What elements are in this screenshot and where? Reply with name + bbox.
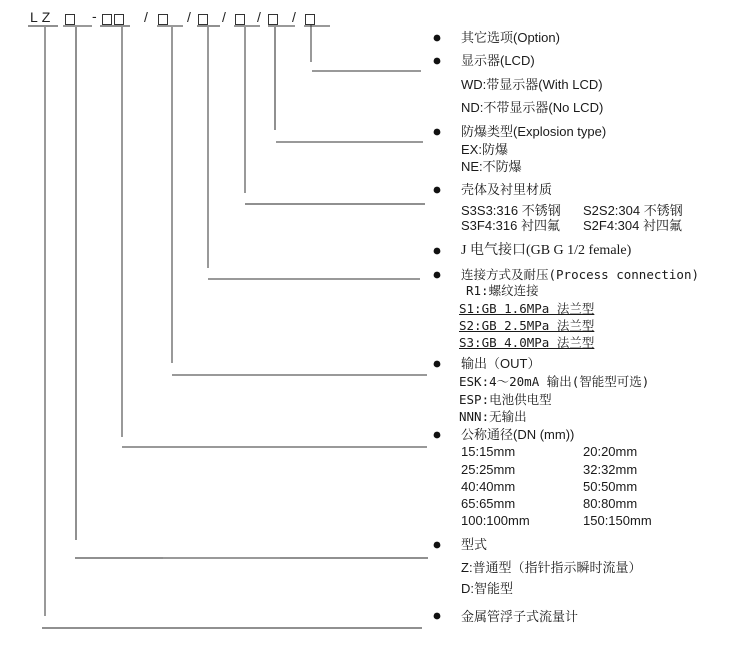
code-slash-5: / (292, 9, 300, 25)
bullet-product (434, 613, 441, 620)
housing-label: 壳体及衬里材质 (461, 182, 553, 197)
explosion-option-ex: EX:防爆 (461, 142, 508, 157)
housing-option-s3f4: S3F4:316 衬四氟 (461, 218, 560, 233)
dn-row-2 (461, 461, 741, 479)
code-slash-3: / (222, 9, 230, 25)
dn-label: 公称通径(DN (mm)) (461, 427, 575, 442)
dn-option-32: 32:32mm (583, 462, 638, 477)
dn-option-25: 25:25mm (461, 462, 516, 477)
code-box-explosion (268, 14, 278, 25)
code-box-lcd (305, 14, 315, 25)
dn-row-3 (461, 478, 741, 496)
dn-row-5 (461, 512, 741, 530)
code-box-type (65, 14, 75, 25)
dn-row-1 (461, 443, 741, 461)
option-label: 其它选项(Option) (461, 30, 560, 45)
bullet-electrical (434, 248, 441, 255)
output-option-esk: ESK:4～20mA 输出(智能型可选) (459, 374, 650, 389)
dn-option-65: 65:65mm (461, 496, 516, 511)
output-option-nnn: NNN:无输出 (459, 409, 527, 424)
connection-option-r1: R1:螺纹连接 (466, 283, 539, 298)
type-option-d: D:智能型 (461, 581, 514, 596)
lcd-option-nd: ND:不带显示器(No LCD) (461, 100, 604, 115)
output-option-esp: ESP:电池供电型 (459, 392, 552, 407)
bullet-housing (434, 187, 441, 194)
type-option-z: Z:普通型（指针指示瞬时流量） (461, 560, 642, 575)
bullet-dots (434, 35, 441, 620)
code-slash-1: / (144, 9, 152, 25)
dn-option-20: 20:20mm (583, 444, 638, 459)
connection-label: 连接方式及耐压(Process connection) (461, 267, 700, 282)
lcd-option-wd: WD:带显示器(With LCD) (461, 77, 603, 92)
connection-option-s1: S1:GB 1.6MPa 法兰型 (459, 301, 595, 316)
dn-row-4 (461, 495, 741, 513)
bullet-type (434, 542, 441, 549)
dn-option-80: 80:80mm (583, 496, 638, 511)
housing-option-s2f4: S2F4:304 衬四氟 (583, 218, 682, 233)
housing-row-2 (461, 217, 741, 235)
electrical-label: J 电气接口(GB G 1/2 female) (461, 243, 632, 258)
leader-lines (42, 71, 428, 628)
code-box-dn-1 (102, 14, 112, 25)
product-label: 金属管浮子式流量计 (461, 609, 579, 624)
dn-option-40: 40:40mm (461, 479, 516, 494)
bullet-dn (434, 432, 441, 439)
housing-option-s2s2: S2S2:304 不锈钢 (583, 203, 683, 218)
lcd-label: 显示器(LCD) (461, 53, 535, 68)
bullet-connection (434, 272, 441, 279)
connection-option-s3: S3:GB 4.0MPa 法兰型 (459, 335, 595, 350)
dn-option-150: 150:150mm (583, 513, 652, 528)
code-slash-4: / (257, 9, 265, 25)
dn-option-15: 15:15mm (461, 444, 516, 459)
type-label: 型式 (461, 537, 488, 552)
code-box-housing (235, 14, 245, 25)
bullet-explosion (434, 129, 441, 136)
explosion-label: 防爆类型(Explosion type) (461, 124, 607, 139)
drop-lines (45, 25, 311, 616)
code-box-dn-2 (114, 14, 124, 25)
code-box-connection (198, 14, 208, 25)
bullet-option (434, 35, 441, 42)
connection-option-s2: S2:GB 2.5MPa 法兰型 (459, 318, 595, 333)
housing-option-s3s3: S3S3:316 不锈钢 (461, 203, 561, 218)
code-dash: - (92, 8, 101, 24)
code-slash-2: / (187, 9, 195, 25)
explosion-option-ne: NE:不防爆 (461, 159, 522, 174)
bullet-output (434, 361, 441, 368)
dn-option-50: 50:50mm (583, 479, 638, 494)
code-prefix: LZ (30, 9, 55, 25)
code-box-output (158, 14, 168, 25)
output-label: 输出（OUT） (461, 356, 541, 371)
dn-option-100: 100:100mm (461, 513, 530, 528)
bullet-lcd (434, 58, 441, 65)
